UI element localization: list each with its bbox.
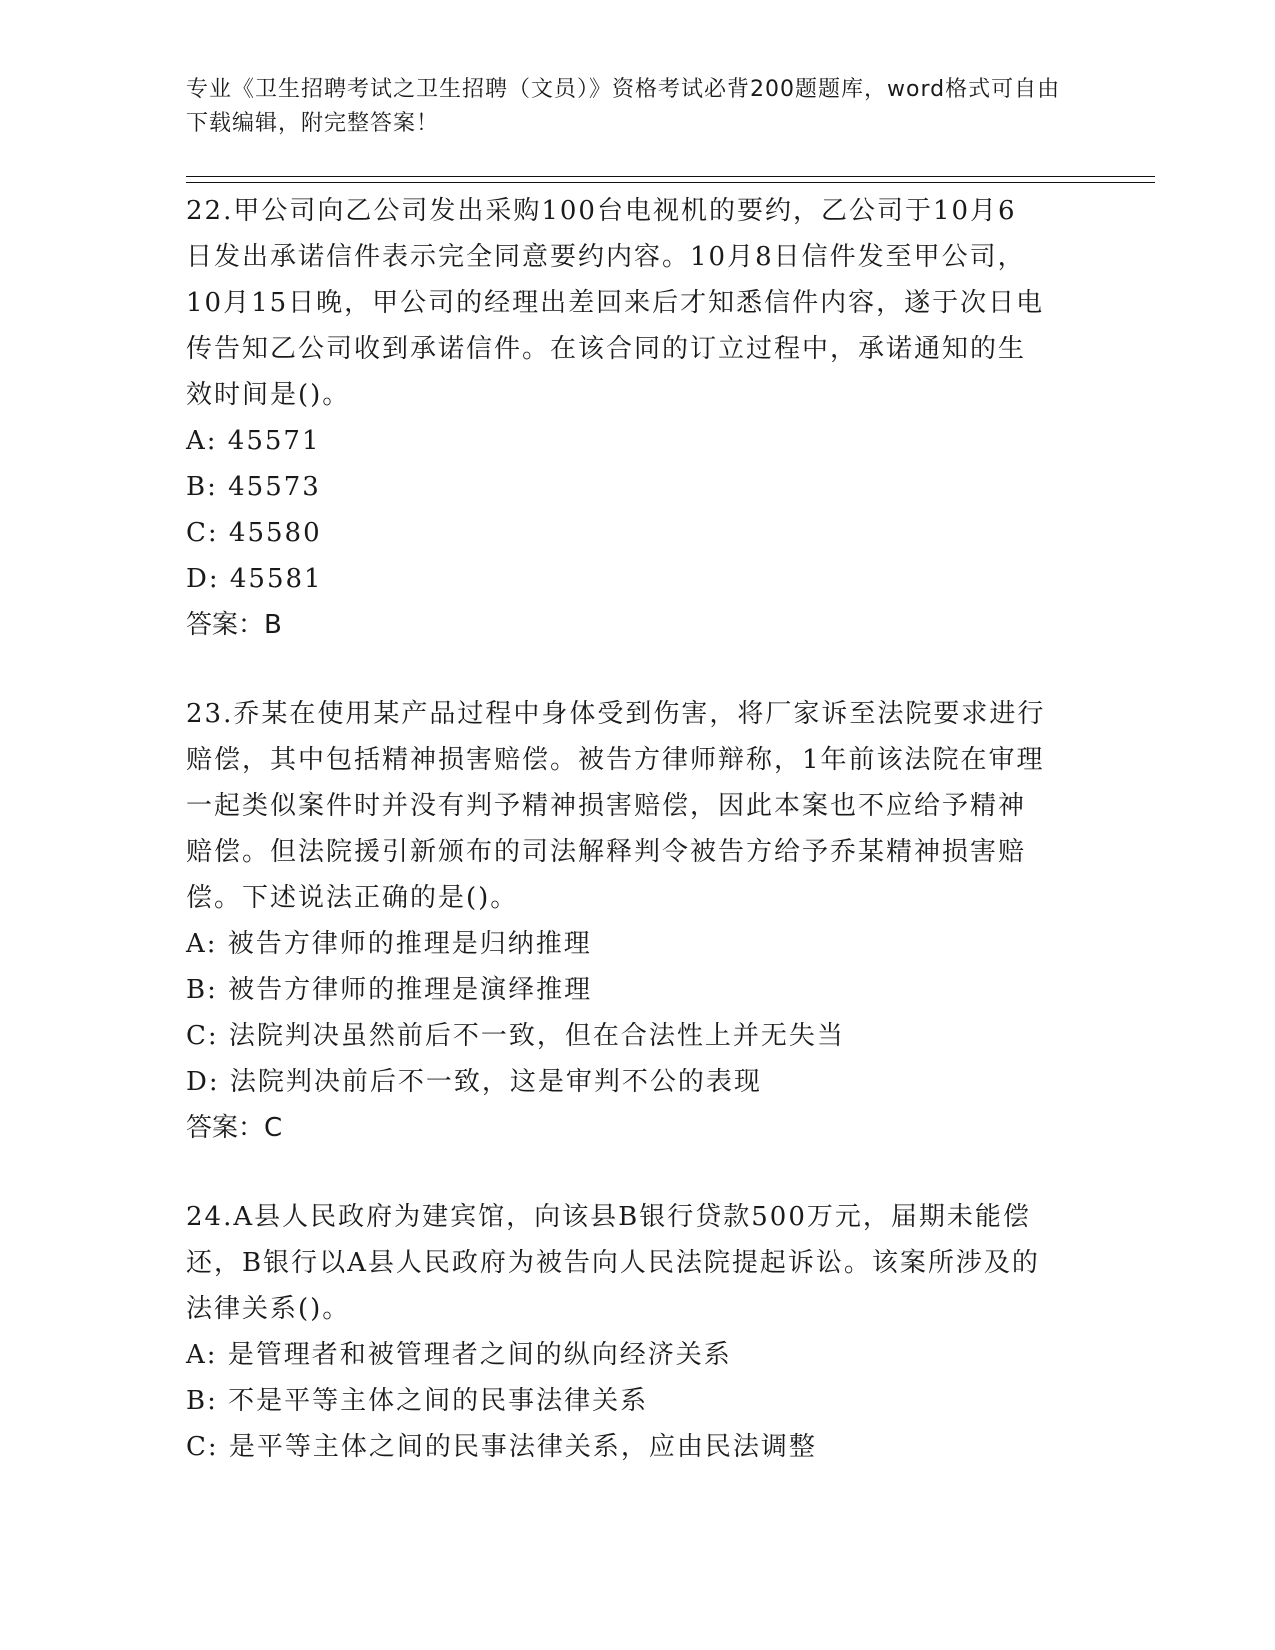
answer-label: 答案：B [186, 610, 282, 640]
header-rule-bottom [186, 182, 1155, 183]
question-23 [186, 691, 1086, 1151]
option-b: B: 45573 [186, 472, 321, 502]
option-d: D: 法院判决前后不一致，这是审判不公的表现 [186, 1067, 762, 1097]
question-stem: 23.乔某在使用某产品过程中身体受到伤害，将厂家诉至法院要求进行 赔偿，其中包括精神损害赔偿。被告方律师辩称，1年前该法院在审理 一起类似案件时并没有判予精神损害赔偿，因此本案也不应给予精神 赔偿。但法院援引新颁布的司法解释判令被告方给予乔某精神损害赔 偿。下述说法正确的是()。 [186, 699, 1046, 913]
option-a: A: 是管理者和被管理者之间的纵向经济关系 [186, 1340, 732, 1370]
option-c: C: 是平等主体之间的民事法律关系，应由民法调整 [186, 1432, 817, 1462]
option-b: B: 不是平等主体之间的民事法律关系 [186, 1386, 649, 1416]
header-rule-top [186, 176, 1155, 177]
option-a: A: 被告方律师的推理是归纳推理 [186, 929, 592, 959]
question-22 [186, 188, 1086, 648]
option-b: B: 被告方律师的推理是演绎推理 [186, 975, 593, 1005]
question-stem: 24.A县人民政府为建宾馆，向该县B银行贷款500万元，届期未能偿 还，B银行以A县人民政府为被告向人民法院提起诉讼。该案所涉及的 法律关系()。 [186, 1202, 1040, 1324]
question-list [186, 188, 1086, 1513]
option-c: C: 45580 [186, 518, 322, 548]
answer-label: 答案：C [186, 1113, 283, 1143]
document-header: 专业《卫生招聘考试之卫生招聘（文员）》资格考试必背200题题库，word格式可自由下载编辑，附完整答案！ [186, 77, 1061, 136]
option-a: A: 45571 [186, 426, 321, 456]
option-d: D: 45581 [186, 564, 323, 594]
option-c: C: 法院判决虽然前后不一致，但在合法性上并无失当 [186, 1021, 845, 1051]
question-stem: 22.甲公司向乙公司发出采购100台电视机的要约，乙公司于10月6 日发出承诺信件表示完全同意要约内容。10月8日信件发至甲公司， 10月15日晚，甲公司的经理出差回来后才知悉信件内容，遂于次日电 传告知乙公司收到承诺信件。在该合同的订立过程中，承诺通知的生 效时间是()。 [186, 196, 1045, 410]
question-24 [186, 1194, 1086, 1470]
